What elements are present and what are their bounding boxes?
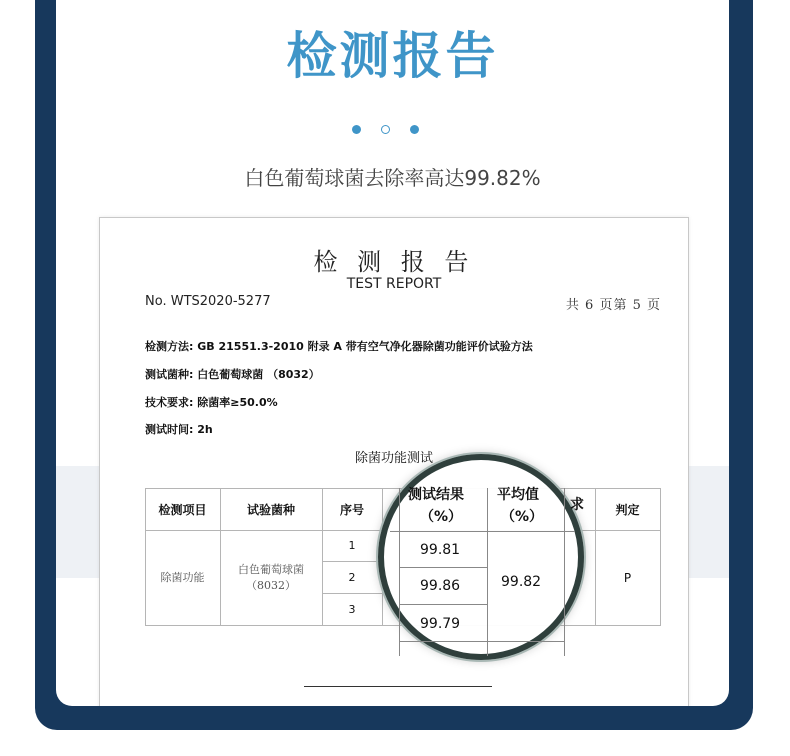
cell-strain: [220, 530, 322, 625]
lens-grid-line: [564, 488, 565, 656]
col-header-average-unit: （%）: [501, 509, 544, 525]
col-header-item: 检测项目: [158, 502, 207, 517]
headline: 检测报告: [286, 27, 499, 85]
field-label: 测试菌种:: [145, 368, 194, 381]
lens-grid-line: [390, 531, 575, 532]
table-title: 除菌功能测试: [354, 451, 433, 466]
col-header-result: 测试结果: [408, 487, 464, 503]
content-card: [56, 0, 729, 706]
cell-item: 除菌功能: [160, 570, 205, 584]
field-value: 白色葡萄球菌 （8032）: [197, 368, 320, 381]
cell-seq-3: 3: [348, 602, 356, 616]
field-label: 检测方法:: [145, 340, 194, 353]
field-label: 技术要求:: [145, 396, 194, 409]
dot-2: [381, 125, 390, 134]
report-paper: [99, 217, 689, 706]
field-method: [145, 338, 533, 354]
cell-seq-1: 1: [348, 539, 356, 552]
table-line: [145, 625, 660, 626]
col-header-average: 平均值: [497, 487, 539, 503]
col-header-seq: 序号: [339, 502, 364, 517]
lens-grid-line: [399, 488, 400, 656]
field-label: 测试时间:: [145, 423, 194, 436]
page-info: 共 6 页第 5 页: [565, 298, 661, 313]
report-title-cn: 检 测 报 告: [313, 248, 475, 276]
signature-line: [304, 686, 492, 687]
col-header-verdict: 判定: [615, 502, 640, 517]
lens-grid-line: [399, 641, 564, 642]
report-title-en: TEST REPORT: [346, 276, 442, 292]
lens-grid-line: [399, 604, 487, 605]
lens-grid-line: [487, 488, 488, 656]
lens-grid-line: [399, 567, 487, 568]
strain-name: 白色葡萄球菌: [238, 562, 304, 576]
magnifier-lens: [378, 454, 584, 660]
field-strain: [145, 366, 320, 382]
average-value: 99.82: [501, 574, 542, 590]
field-value: GB 21551.3-2010 附录 A 带有空气净化器除菌功能评价试验方法: [197, 340, 533, 353]
field-value: 除菌率≥50.0%: [197, 396, 278, 409]
result-1: 99.81: [420, 542, 461, 558]
col-header-result-unit: （%）: [420, 509, 463, 525]
table-line: [660, 488, 661, 626]
report-number: No. WTS2020-5277: [145, 294, 271, 309]
result-3: 99.79: [420, 616, 461, 632]
field-value: 2h: [197, 423, 213, 436]
field-requirement: [145, 394, 278, 410]
cell-seq-2: 2: [348, 570, 356, 584]
dot-1: [352, 125, 361, 134]
cell-verdict: P: [623, 570, 632, 585]
strain-code: （8032）: [246, 578, 296, 592]
subtitle: 白色葡萄球菌去除率高达99.82%: [244, 166, 541, 190]
field-time: [145, 421, 213, 437]
col-header-requirement-fragment: 求: [570, 497, 584, 513]
dot-3: [410, 125, 419, 134]
result-2: 99.86: [420, 578, 461, 594]
col-header-strain: 试验菌种: [246, 502, 295, 517]
